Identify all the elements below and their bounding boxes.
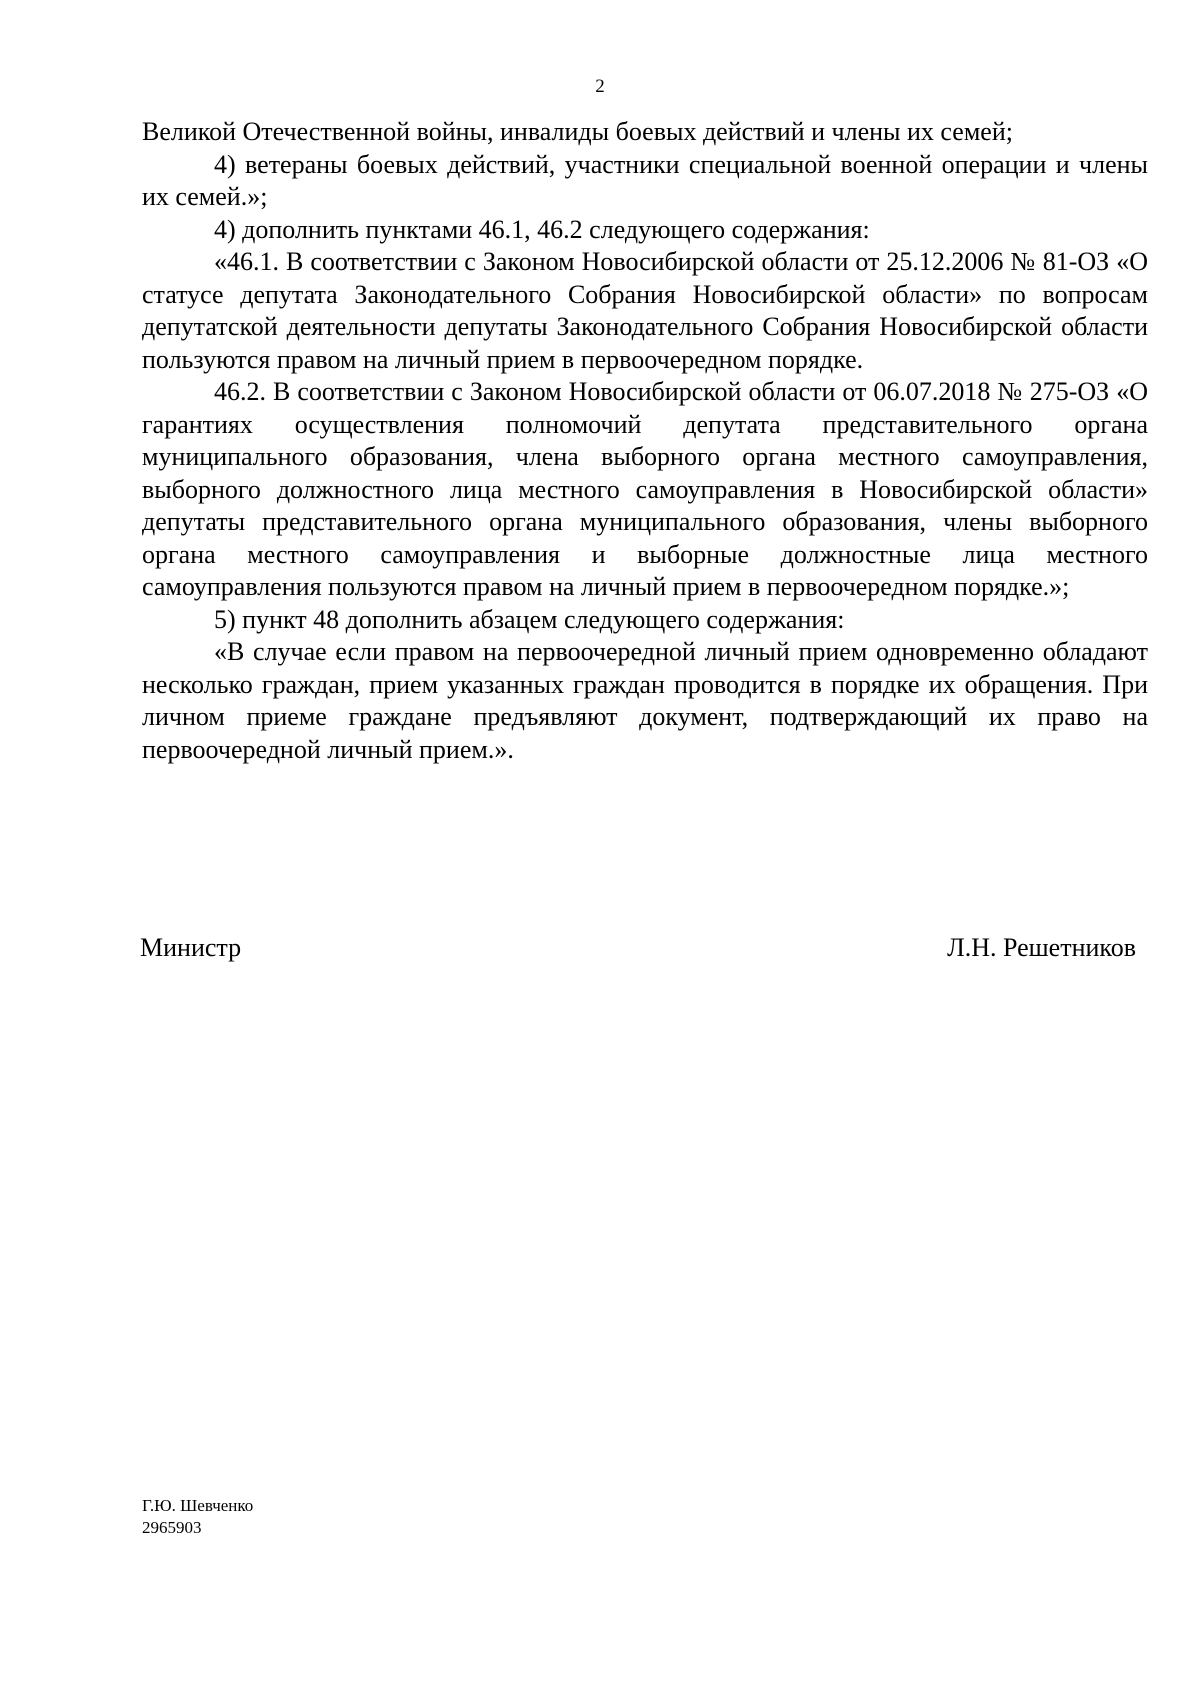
executor-name: Г.Ю. Шевченко	[142, 1496, 254, 1515]
signature-name: Л.Н. Решетников	[947, 933, 1136, 962]
document-body	[142, 116, 1148, 766]
executor-phone: 2965903	[142, 1518, 202, 1537]
executor-block	[142, 1495, 253, 1539]
paragraph-item-4-amendment: 4) дополнить пунктами 46.1, 46.2 следующего содержания:	[214, 214, 870, 244]
paragraph-46-2: 46.2. В соответствии с Законом Новосибирской области от 06.07.2018 № 275-ОЗ «О гарантиях осуществления полномочий депутата представительного органа муниципального образования, члена выборного органа местного самоуправления, выборного должностного лица местного самоуправления в Новосибирской области» депутаты представительного органа муниципального образования, члены выборного органа местного самоуправления и выборные должностные лица местного самоуправления пользуются правом на личный прием в первоочередном порядке.»;	[142, 377, 1148, 601]
signature-title: Министр	[140, 933, 242, 962]
paragraph-46-1: «46.1. В соответствии с Законом Новосибирской области от 25.12.2006 № 81-ОЗ «О статусе депутата Законодательного Собрания Новосибирской области» по вопросам депутатской деятельности депутаты Законодательного Собрания Новосибирской области пользуются правом на личный прием в первоочередном порядке.	[142, 247, 1148, 374]
paragraph-item-4-veterans: 4) ветераны боевых действий, участники специальной военной операции и члены их семей.»;	[142, 149, 1148, 211]
paragraph-48-addition: «В случае если правом на первоочередной личный прием одновременно обладают несколько граждан, прием указанных граждан проводится в порядке их обращения. При личном приеме граждане предъявляют документ, подтверждающий их право на первоочередной личный прием.».	[142, 637, 1148, 764]
paragraph-continuation: Великой Отечественной войны, инвалиды боевых действий и члены их семей;	[142, 117, 1013, 146]
page-number: 2	[595, 76, 605, 97]
paragraph-item-5: 5) пункт 48 дополнить абзацем следующего содержания:	[214, 604, 845, 634]
